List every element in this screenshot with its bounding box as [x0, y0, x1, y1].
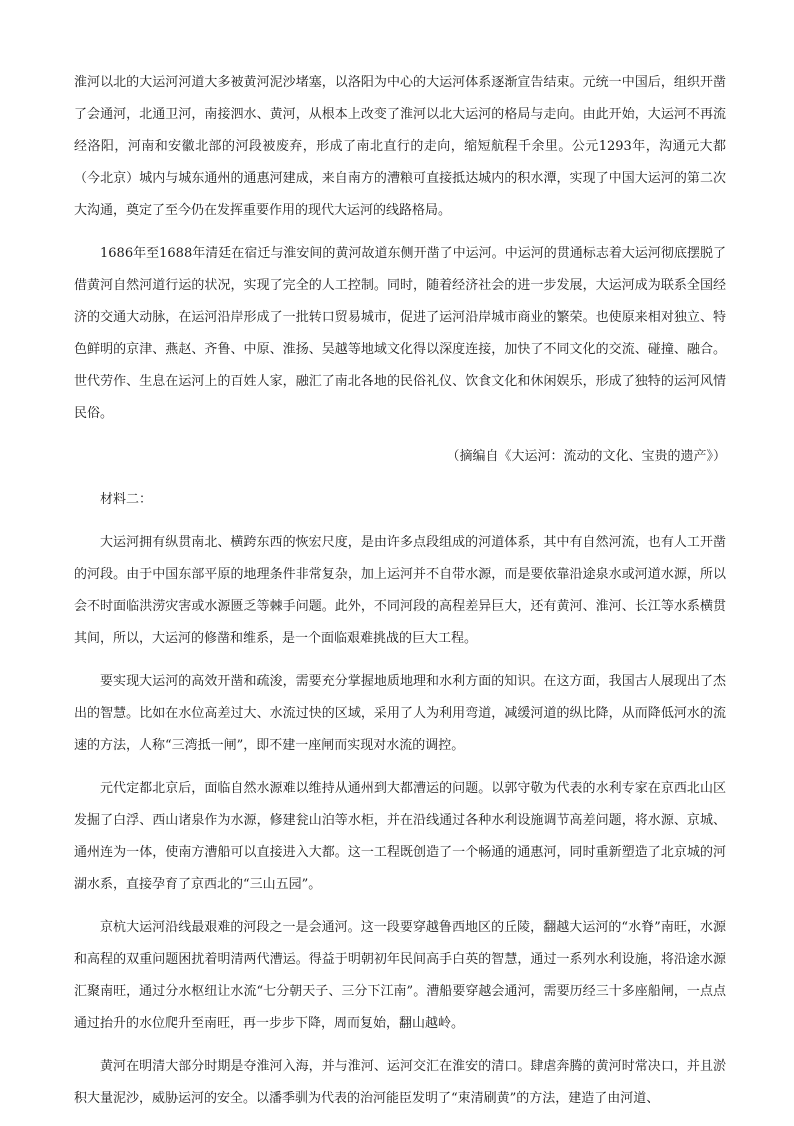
paragraph-middle-canal-qing: 1686年至1688年清廷在宿迁与淮安间的黄河故道东侧开凿了中运河。中运河的贯通标志着大运河彻底摆脱了借黄河自然河道行运的状况，实现了完全的人工控制。同时，随着经济社会的进一步发展，大运河成为联系全国经济的交通大动脉，在运河沿岸形成了一批转口贸易城市，促进了运河沿岸城市商业的繁荣。也使原来相对独立、特色鲜明的京津、燕赵、齐鲁、中原、淮扬、吴越等地域文化得以深度连接，加快了不同文化的交流、碰撞、融合。世代劳作、生息在运河上的百姓人家，融汇了南北各地的民俗礼仪、饮食文化和休闲娱乐，形成了独特的运河风情民俗。 [74, 246, 726, 421]
paragraph-yellow-river: 黄河在明清大部分时期是夺淮河入海，并与淮河、运河交汇在淮安的清口。肆虐奔腾的黄河时常决口，并且淤积大量泥沙，威胁运河的安全。以潘季驯为代表的治河能臣发明了“束清刷黄”的方法，建造了由河道、 [74, 1059, 726, 1106]
material-two-heading: 材料二： [100, 492, 153, 507]
paragraph-tonghui-river: 元代定都北京后，面临自然水源难以维持从通州到大都漕运的问题。以郭守敬为代表的水利专家在京西北山区发掘了白浮、西山诸泉作为水源，修建瓮山泊等水柜，并在沿线通过各种水利设施调节高差问题，将水源、京城、通州连为一体，使南方漕船可以直接进入大都。这一工程既创造了一个畅通的通惠河，同时重新塑造了北京城的河湖水系，直接孕育了京西北的“三山五园”。 [74, 781, 726, 892]
document-body [74, 67, 726, 1126]
paragraph-canal-scale: 大运河拥有纵贯南北、横跨东西的恢宏尺度，是由许多点段组成的河道体系，其中有自然河流，也有人工开凿的河段。由于中国东部平原的地理条件非常复杂，加上运河并不自带水源，而是要依靠沿途泉水或河道水源，所以会不时面临洪涝灾害或水源匮乏等棘手问题。此外，不同河段的高程差异巨大，还有黄河、淮河、长江等水系横贯其间，所以，大运河的修凿和维系，是一个面临艰难挑战的巨大工程。 [74, 535, 726, 646]
paragraph-dredging-wisdom: 要实现大运河的高效开凿和疏浚，需要充分掌握地质地理和水利方面的知识。在这方面，我国古人展现出了杰出的智慧。比如在水位高差过大、水流过快的区域，采用了人为利用弯道，减缓河道的纵比降，从而降低河水的流速的方法，人称“三湾抵一闸”，即不建一座闸而实现对水流的调控。 [74, 674, 726, 753]
source-citation: （摘编自《大运河：流动的文化、宝贵的遗产》） [446, 449, 726, 464]
paragraph-huitong-river: 京杭大运河沿线最艰难的河段之一是会通河。这一段要穿越鲁西地区的丘陵，翻越大运河的“水脊”南旺，水源和高程的双重问题困扰着明清两代漕运。得益于明朝初年民间高手白英的智慧，通过一系列水利设施，将沿途水源汇聚南旺，通过分水枢纽让水流“七分朝天子、三分下江南”。漕船要穿越会通河，需要历经三十多座船闸，一点点通过抬升的水位爬升至南旺，再一步步下降，周而复始，翻山越岭。 [74, 920, 726, 1031]
paragraph-grand-canal-yuan: 淮河以北的大运河河道大多被黄河泥沙堵塞，以洛阳为中心的大运河体系逐渐宣告结束。元统一中国后，组织开凿了会通河，北通卫河，南接泗水、黄河，从根本上改变了淮河以北大运河的格局与走向。由此开始，大运河不再流经洛阳，河南和安徽北部的河段被废弃，形成了南北直行的走向，缩短航程千余里。公元1293年，沟通元大都（今北京）城内与城东通州的通惠河建成，来自南方的漕粮可直接抵达城内的积水潭，实现了中国大运河的第二次大沟通，奠定了至今仍在发挥重要作用的现代大运河的线路格局。 [74, 75, 726, 218]
